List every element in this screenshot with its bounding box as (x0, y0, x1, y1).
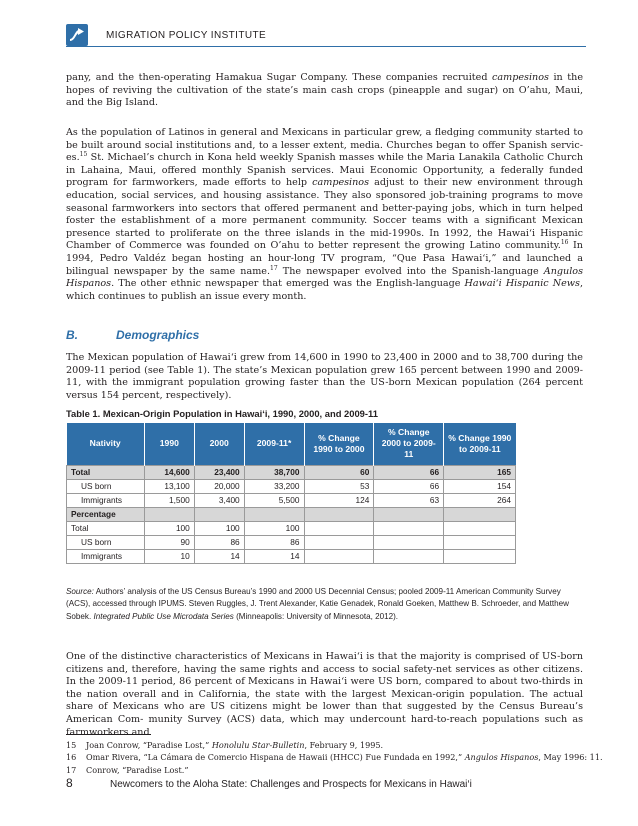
table-row: US born 13,100 20,000 33,200 53 66 154 (67, 479, 516, 493)
col-header: 1990 (144, 423, 194, 465)
col-header: % Change 1990 to 2000 (304, 423, 374, 465)
footnotes (66, 739, 603, 776)
col-header: Nativity (67, 423, 145, 465)
table-row: US born 90 86 86 (67, 535, 516, 549)
footnote: 16 Omar Rivera, “La Cámara de Comercio Hispana de Hawaii (HHCC) Fue Fundada en 1992,” Angulos Hispanos, May 1996: 11. (66, 752, 603, 763)
col-header: 2009-11* (244, 423, 304, 465)
section-number: B. (66, 328, 78, 342)
section-title: Demographics (116, 328, 200, 342)
table-row: Total 14,600 23,400 38,700 60 66 165 (67, 465, 516, 479)
page-header (66, 22, 586, 50)
page-footer (66, 776, 472, 790)
footnote-rule (66, 734, 151, 735)
table-source-note: Source: Authors’ analysis of the US Census Bureau’s 1990 and 2000 US Decennial Census; pooled 2009-11 American Community Survey (ACS), accessed through IPUMS. Steven Ruggles, J. Trent Alexander, Katie Genadek, Ronald Goeken, Matthew B. Schroeder, and Matthew Sobek. Integrated Public Use Microdata Series (Minneapolis: University of Minnesota, 2012). (66, 587, 569, 621)
col-header: % Change 1990 to 2009-11 (444, 423, 516, 465)
table-caption: Table 1. Mexican-Origin Population in Hawai‘i, 1990, 2000, and 2009-11 (66, 408, 378, 419)
footnote: 15 Joan Conrow, “Paradise Lost,” Honolulu Star-Bulletin, February 9, 1995. (66, 740, 384, 750)
header-rule (66, 46, 586, 47)
table-row: Percentage (67, 507, 516, 521)
paragraph: One of the distinctive characteristics of Mexicans in Hawai‘i is that the majority is comprised of US-born citizens and, therefore, having the same rights and access to social safety-net services as other citizens. In the 2009-11 period, 86 percent of Mexicans in Hawai‘i were US born, compared to about two-thirds in the nation overall and in California, the state with the largest Mexican-origin population. The actual share of Mexicans who are US citizens might be lower than that suggested by the Census Bureau’s American Com- munity Survey (ACS) data, which may undercount hard-to-reach populations such as farmworkers and (66, 651, 583, 738)
section-heading (66, 328, 199, 342)
col-header: % Change 2000 to 2009-11 (374, 423, 444, 465)
paragraph: pany, and the then-operating Hamakua Sugar Company. These companies recruited campesinos in the hopes of reviving the cultivation of the state’s main cash crops (pineapple and sugar) on O’ahu, Maui, and the Big Island. (66, 72, 583, 109)
institute-name: MIGRATION POLICY INSTITUTE (106, 30, 267, 41)
footnote: 17 Conrow, “Paradise Lost.” (66, 764, 189, 775)
page-number: 8 (66, 776, 73, 790)
publication-title: Newcomers to the Aloha State: Challenges and Prospects for Mexicans in Hawai‘i (110, 779, 472, 790)
col-header: 2000 (194, 423, 244, 465)
table-row: Total 100 100 100 (67, 521, 516, 535)
paragraph: The Mexican population of Hawai‘i grew from 14,600 in 1990 to 23,400 in 2000 and to 38,700 during the 2009-11 period (see Table 1). The state’s Mexican population grew 165 percent between 1990 and 2009- 11, with the immigrant population growing faster than the US-born Mexican population (264 percent versus 154 percent, respectively). (66, 352, 583, 401)
table-row: Immigrants 10 14 14 (67, 549, 516, 563)
data-table (66, 423, 516, 564)
mpi-logo-icon (66, 24, 88, 46)
table-row: Immigrants 1,500 3,400 5,500 124 63 264 (67, 493, 516, 507)
paragraph: As the population of Latinos in general and Mexicans in particular grew, a fledging community started to be built around social institutions and, to a lesser extent, media. Churches began to offer Spanish servic- es.$^{15}$ St. Michael’s church in Kona held weekly Spanish masses while the Maria Lanakila Catholic Church in Lahaina, Maui, offered monthly Spanish services. Maui Economic Opportunity, a federally funded program for farmworkers, made efforts to help campesinos adjust to their new environment through education, social services, and housing assistance. They also sponsored job-training programs to move seasonal farmworkers into sectors that offered permanent and better-paying jobs, which in turn helped foster the establishment of a more permanent community. Soccer teams with a significant Mexican presence started to proliferate on the three islands in the mid-1990s. In 1992, the Hawai‘i Hispanic Chamber of Commerce was founded on O’ahu to better represent the growing Latino community.$^{16}$ In 1994, Pedro Valdéz began hosting an hour-long TV program, “Que Pasa Hawai‘i,” and launched a bilingual newspaper by the same name.$^{17}$ The newspaper evolved into the Spanish-language Angulos Hispanos. The other ethnic newspaper that emerged was the English-language Hawai‘i Hispanic News, which continues to publish an issue every month. (66, 127, 583, 302)
